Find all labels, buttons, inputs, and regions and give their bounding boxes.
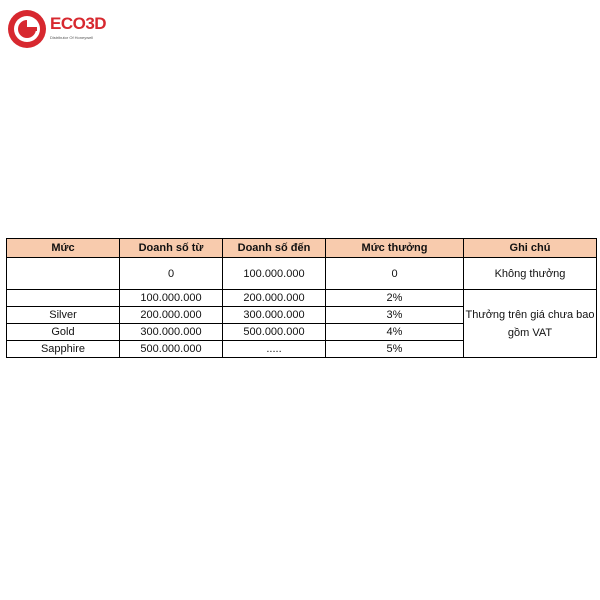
- cell-from: 200.000.000: [120, 307, 223, 324]
- header-sales-to: Doanh số đến: [223, 239, 326, 258]
- cell-bonus: 0: [326, 258, 464, 290]
- bonus-table-container: [6, 238, 597, 358]
- cell-bonus: 5%: [326, 341, 464, 358]
- cell-to: .....: [223, 341, 326, 358]
- cell-to: 200.000.000: [223, 290, 326, 307]
- table-header-row: [7, 239, 597, 258]
- cell-bonus: 3%: [326, 307, 464, 324]
- merged-note-text: Thưởng trên giá chưa bao gồm VAT: [465, 308, 595, 339]
- brand-logo: [6, 8, 116, 50]
- logo-text: ECO3D: [50, 14, 107, 33]
- cell-bonus: 4%: [326, 324, 464, 341]
- cell-level: Silver: [7, 307, 120, 324]
- table-row: [7, 290, 597, 307]
- table-row: [7, 258, 597, 290]
- cell-to: 500.000.000: [223, 324, 326, 341]
- cell-merged-note: [464, 290, 597, 358]
- header-note: Ghi chú: [464, 239, 597, 258]
- header-sales-from: Doanh số từ: [120, 239, 223, 258]
- cell-from: 0: [120, 258, 223, 290]
- cell-from: 300.000.000: [120, 324, 223, 341]
- header-bonus-rate: Mức thưởng: [326, 239, 464, 258]
- cell-note: Không thưởng: [464, 258, 597, 290]
- cell-to: 100.000.000: [223, 258, 326, 290]
- cell-to: 300.000.000: [223, 307, 326, 324]
- bonus-table: [6, 238, 597, 358]
- cell-from: 100.000.000: [120, 290, 223, 307]
- eco3d-logo-icon: [6, 8, 48, 50]
- cell-level: Gold: [7, 324, 120, 341]
- cell-bonus: 2%: [326, 290, 464, 307]
- cell-level: [7, 258, 120, 290]
- cell-from: 500.000.000: [120, 341, 223, 358]
- cell-level: [7, 290, 120, 307]
- header-level: Mức: [7, 239, 120, 258]
- logo-tagline: Distributor Of Honeywell: [50, 35, 94, 40]
- cell-level: Sapphire: [7, 341, 120, 358]
